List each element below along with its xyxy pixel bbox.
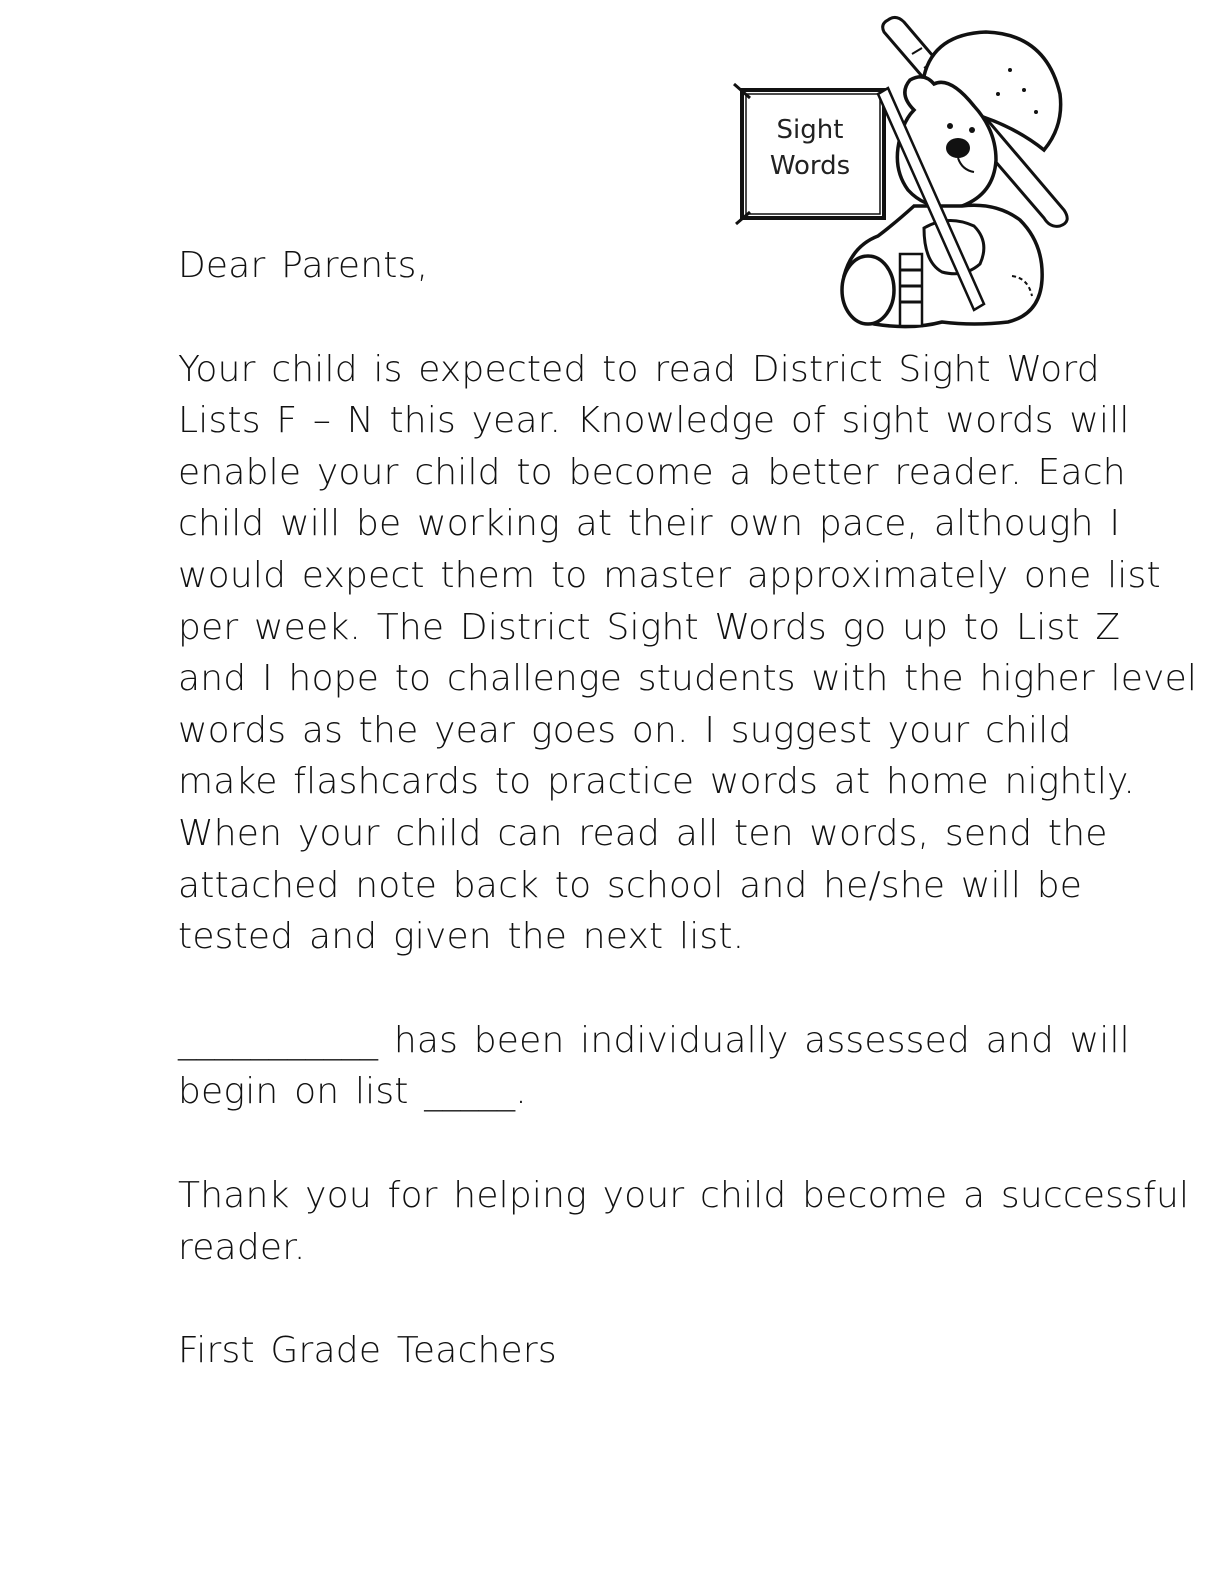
paragraph-line: child will be working at their own pace, although I (178, 503, 1121, 545)
signature: First Grade Teachers (178, 1330, 557, 1372)
assessment-line: ___________ has been individually assessed and will (178, 1019, 1130, 1061)
paragraph-line: When your child can read all ten words, send the (178, 812, 1108, 854)
paragraph-line: Lists F – N this year. Knowledge of sight words will (178, 400, 1130, 442)
paragraph-line: enable your child to become a better reader. Each (178, 451, 1126, 493)
paragraph-line: attached note back to school and he/she will be (178, 864, 1083, 906)
paragraph-line: Your child is expected to read District Sight Word (178, 348, 1100, 390)
thank-you-note (178, 1170, 1190, 1273)
thanks-line: reader. (178, 1226, 306, 1268)
paragraph-line: words as the year goes on. I suggest your child (178, 709, 1072, 751)
paragraph-line: per week. The District Sight Words go up to List Z (178, 606, 1121, 648)
sign-text-line2: Words (769, 151, 851, 181)
paragraph-line: and I hope to challenge students with the higher level (178, 658, 1198, 700)
paragraph-line: make flashcards to practice words at home nightly. (178, 761, 1136, 803)
bear-nose (946, 138, 970, 158)
main-paragraph (178, 344, 1198, 963)
greeting: Dear Parents, (178, 245, 429, 286)
paragraph-line: would expect them to master approximately one list (178, 554, 1161, 596)
sign-text-line1: Sight (776, 115, 844, 145)
assessment-line: begin on list _____. (178, 1071, 527, 1113)
assessment-note (178, 1015, 1130, 1118)
thanks-line: Thank you for helping your child become a successful (178, 1174, 1190, 1216)
paragraph-line: tested and given the next list. (178, 916, 745, 958)
letter-body (178, 240, 1198, 1377)
